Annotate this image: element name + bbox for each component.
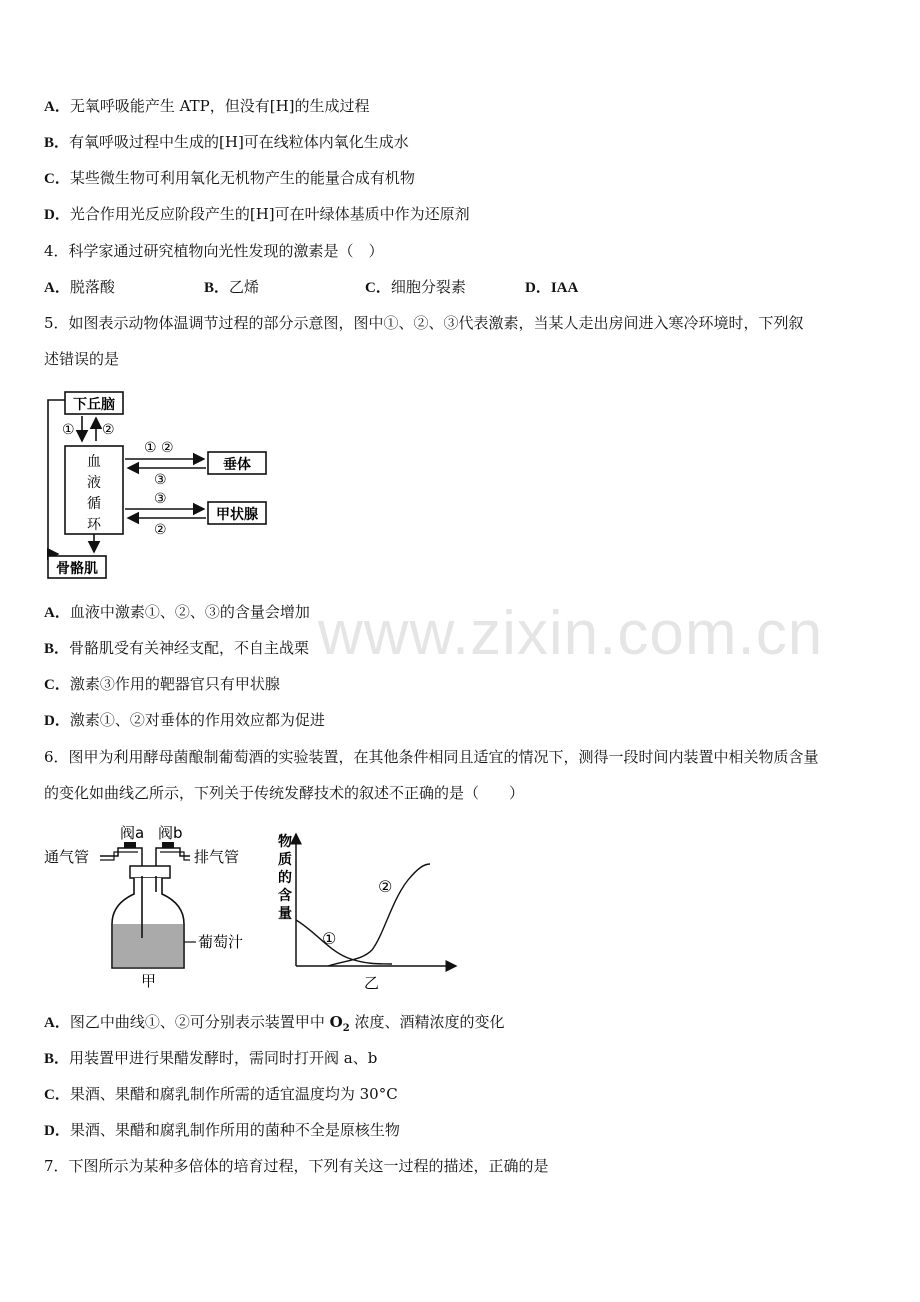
blood-char-3: 循 [87, 496, 101, 512]
q6-option-c[interactable] [44, 1084, 398, 1105]
option-text: 乙烯 [229, 278, 260, 296]
thermoregulation-diagram [40, 386, 280, 586]
option-text: 无氧呼吸能产生 ATP，但没有[H]的生成过程 [69, 97, 370, 115]
option-text: 脱落酸 [69, 278, 115, 296]
curve-1-label: ① [322, 929, 337, 948]
q5-option-b[interactable] [44, 638, 309, 659]
marker-3a: ③ [154, 472, 167, 488]
q5-option-a[interactable] [44, 602, 310, 623]
valve-b [162, 842, 174, 848]
hypothalamus-label: 下丘脑 [73, 397, 115, 413]
apparatus-caption: 甲 [141, 972, 157, 990]
q3-option-a[interactable] [44, 96, 370, 117]
q3-option-d[interactable] [44, 204, 470, 225]
q5-stem-line2: 述错误的是 [44, 350, 120, 368]
o2-symbol: O [329, 1013, 343, 1031]
y-label-2: 质 [278, 852, 292, 868]
marker-2: ② [102, 422, 115, 438]
valve-b-label: 阀b [158, 824, 183, 842]
option-label: D． [525, 280, 551, 296]
option-label: D． [44, 713, 70, 729]
y-label-5: 量 [278, 906, 292, 922]
juice-label: 葡萄汁 [198, 933, 244, 951]
option-text: 骨骼肌受有关神经支配，不自主战栗 [69, 639, 310, 657]
marker-1-2: ① ② [144, 440, 174, 456]
option-text: 细胞分裂素 [390, 278, 466, 296]
q6-stem-line1: 6．图甲为利用酵母菌酿制葡萄酒的实验装置，在其他条件相同且适宜的情况下，测得一段时间内装置中相关物质含量 [44, 748, 819, 766]
q5-option-c[interactable] [44, 674, 280, 695]
marker-1: ① [62, 422, 75, 438]
option-label: A． [44, 605, 70, 621]
blood-char-1: 血 [87, 454, 101, 470]
q6-option-d[interactable] [44, 1120, 400, 1141]
pituitary-label: 垂体 [223, 457, 251, 473]
marker-2b: ② [154, 522, 167, 538]
option-label: B． [44, 135, 70, 151]
skeletal-muscle-label: 骨骼肌 [56, 561, 98, 577]
watermark: www.zixin.com.cn [318, 599, 824, 668]
q6-stem-line2: 的变化如曲线乙所示，下列关于传统发酵技术的叙述不正确的是（ ） [44, 784, 525, 802]
y-label-3: 的 [278, 870, 292, 886]
y-label-1: 物 [278, 834, 292, 850]
q5-stem-line1: 5．如图表示动物体温调节过程的部分示意图，图中①、②、③代表激素，当某人走出房间进入寒冷环境时，下列叙 [44, 314, 804, 332]
option-text: 图乙中曲线①、②可分别表示装置甲中 [69, 1013, 330, 1031]
option-text: 光合作用光反应阶段产生的[H]可在叶绿体基质中作为还原剂 [69, 205, 470, 223]
thyroid-label: 甲状腺 [216, 507, 258, 523]
option-text-tail: 浓度、酒精浓度的变化 [349, 1013, 505, 1031]
option-text: 某些微生物可利用氧化无机物产生的能量合成有机物 [69, 169, 415, 187]
q7-stem: 7．下图所示为某种多倍体的培育过程，下列有关这一过程的描述，正确的是 [44, 1157, 549, 1175]
valve-a-label: 阀a [120, 824, 145, 842]
grape-juice [113, 924, 183, 967]
option-text: 用装置甲进行果醋发酵时，需同时打开阀 a、b [69, 1049, 378, 1067]
option-label: D． [44, 207, 70, 223]
q6-option-b[interactable] [44, 1048, 377, 1069]
q5-option-d[interactable] [44, 710, 325, 731]
q3-option-c[interactable] [44, 168, 415, 189]
option-text: 血液中激素①、②、③的含量会增加 [69, 603, 310, 621]
marker-3b: ③ [154, 491, 167, 507]
graph-caption: 乙 [364, 974, 380, 992]
o2-subscript: 2 [342, 1023, 350, 1034]
option-label: D． [44, 1123, 70, 1139]
q4-option-a[interactable] [44, 277, 115, 298]
content-change-graph [268, 830, 464, 992]
option-label: A． [44, 1015, 70, 1031]
blood-char-2: 液 [87, 475, 101, 491]
option-text: 有氧呼吸过程中生成的[H]可在线粒体内氧化生成水 [69, 133, 409, 151]
inlet-label: 通气管 [44, 848, 90, 866]
fermentation-apparatus-diagram [44, 820, 256, 992]
valve-a [124, 842, 136, 848]
y-label-4: 含 [278, 888, 292, 904]
option-label: C． [44, 1087, 70, 1103]
bottle-stopper [130, 866, 170, 878]
option-label: B． [204, 280, 230, 296]
option-label: C． [44, 171, 70, 187]
outlet-label: 排气管 [194, 848, 240, 866]
q4-option-b[interactable] [204, 277, 259, 298]
curve-2-label: ② [378, 877, 393, 896]
option-label: B． [44, 1051, 70, 1067]
option-label: A． [44, 280, 70, 296]
option-text: 激素①、②对垂体的作用效应都为促进 [69, 711, 325, 729]
q3-option-b[interactable] [44, 132, 409, 153]
q4-stem: 4．科学家通过研究植物向光性发现的激素是（ ） [44, 242, 384, 260]
option-label: C． [44, 677, 70, 693]
q6-option-a[interactable] [44, 1012, 504, 1039]
option-text: 果酒、果醋和腐乳制作所用的菌种不全是原核生物 [69, 1121, 400, 1139]
q4-option-d[interactable] [525, 277, 578, 298]
option-label: A． [44, 99, 70, 115]
q4-option-c[interactable] [365, 277, 466, 298]
option-text: IAA [550, 280, 579, 296]
blood-char-4: 环 [87, 517, 101, 533]
option-label: B． [44, 641, 70, 657]
option-label: C． [365, 280, 391, 296]
option-text: 激素③作用的靶器官只有甲状腺 [69, 675, 280, 693]
option-text: 果酒、果醋和腐乳制作所需的适宜温度均为 30°C [69, 1085, 398, 1103]
